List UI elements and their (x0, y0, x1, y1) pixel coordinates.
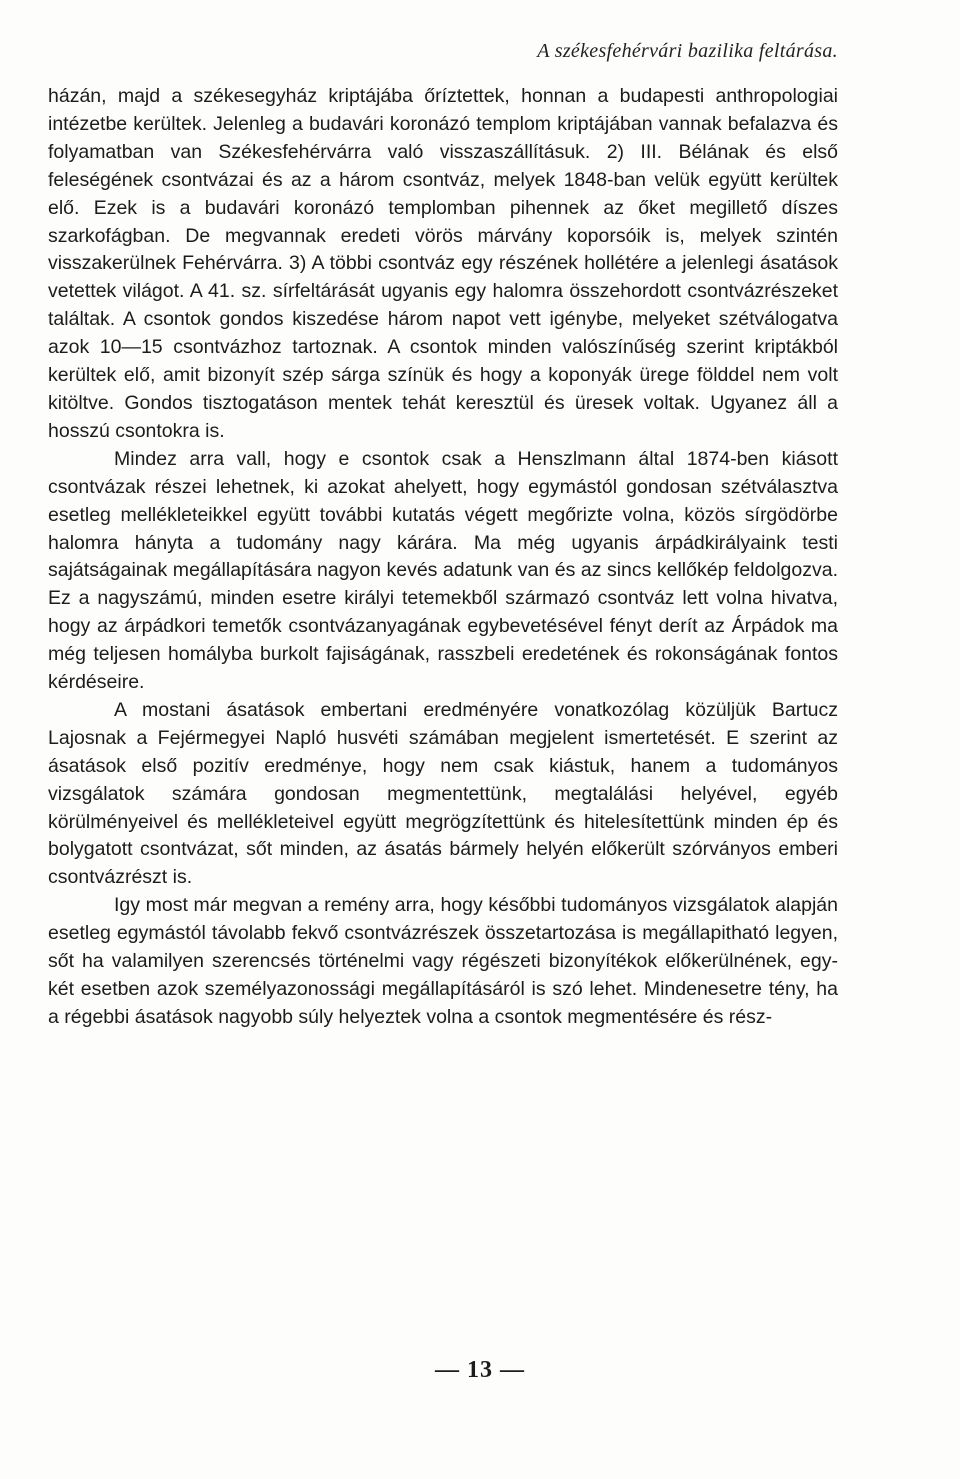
paragraph-continued: házán, majd a székesegyház kriptájába őríztettek, honnan a budapesti anthropologiai intézetbe kerültek. Jelenleg a budavári koronázó templom kriptájában vannak befalazva és folyamatban van Székesfehérvárra való visszaszállításuk. 2) III. Bélának és első feleségének csontvázai és az a három csontváz, melyek 1848-ban velük együtt kerültek elő. Ezek is a budavári koronázó templomban pihennek az őket megillető díszes szarkofágban. De megvannak eredeti vörös márvány koporsóik is, melyek szintén visszakerülnek Fehérvárra. 3) A többi csontváz egy részének hollétére a jelenlegi ásatások vetettek világot. A 41. sz. sírfeltárását ugyanis egy halomra összehordott csontvázrészeket találtak. A csontok gondos kiszedése három napot vett igénybe, melyeket szétválogatva azok 10—15 csontvázhoz tartoznak. A csontok minden valószínűség szerint kriptákból kerültek elő, amit bizonyít szép sárga színük és hogy a koponyák ürege földdel nem volt kitöltve. Gondos tisztogatáson mentek tehát keresztül és üresek voltak. Ugyanez áll a hosszú csontokra is. (48, 85, 838, 442)
paragraph-henszlmann: Mindez arra vall, hogy e csontok csak a Henszlmann által 1874-ben kiásott csontvázak részei lehetnek, ki azokat ahelyett, hogy egymástól gondosan szétválasztva esetleg mellékleteikkel együtt további kutatás végett megőrizte volna, közös sírgödörbe halomra hányta a tudomány nagy kárára. Ma még ugyanis árpádkirályaink testi sajátságainak megállapítására nagyon kevés adatunk van és az sincs kellőkép feldolgozva. Ez a nagyszámú, minden esetre királyi tetemekből származó csontváz lett volna hivatva, hogy az árpádkori temetők csontvázanyagának egybevetésével fényt derít az Árpádok ma még teljesen homályba burkolt fajiságának, rasszbeli eredetének és rokonságának fontos kérdéseire. (48, 447, 838, 694)
running-header-title: A székesfehérvári bazilika feltárása. (537, 40, 838, 62)
paragraph-future-research: Igy most már megvan a remény arra, hogy későbbi tudományos vizsgálatok alapján esetleg egymástól távolabb fekvő csontvázrészek összetartozása is megállapitható legyen, sőt ha valamilyen szerencsés történelmi vagy régészeti bizonyítékok előkerülnének, egy-két esetben azok személyazonossági megállapításáról is szó lehet. Mindenesetre tény, ha a régebbi ásatások nagyobb súly helyeztek volna a csontok megmentésére és rész- (48, 894, 838, 1028)
paragraph-ongoing-excavations: A mostani ásatások embertani eredményére vonatkozólag közüljük Bartucz Lajosnak a Fejérmegyei Napló husvéti számában megjelent ismertetését. E szerint az ásatások első pozitív eredménye, hogy nem csak kiástuk, hanem a tudományos vizsgálatok számára gondosan megmentettünk, megtalálási helyével, egyéb körülményeivel és mellékleteivel együtt megrögzítettünk és hitelesítettünk minden ép és bolygatott csontvázat, sőt minden, az ásatás bármely helyén előkerült szórványos emberi csontvázrészt is. (48, 698, 838, 889)
body-text (48, 83, 838, 1032)
page-number: — 13 — (435, 1357, 525, 1383)
